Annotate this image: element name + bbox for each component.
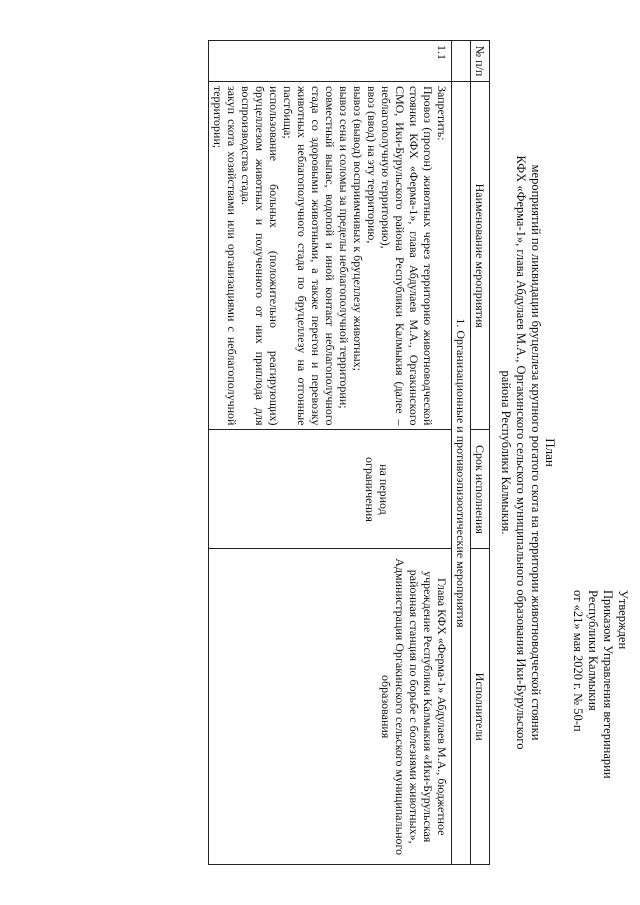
header-number: № п/п <box>471 41 490 82</box>
list-item: ввоз (ввод) на эту территорию, <box>365 85 379 244</box>
list-item: вывоз сена и соломы за пределы неблагополучной территории; <box>337 85 351 409</box>
title-line: мероприятий по ликвидации бруцеллеза крупного рогатого скота на территории животноводческой стоянки <box>529 164 543 741</box>
activity-intro: Запретить: <box>435 85 449 141</box>
list-item: закуп скота хозяйствами или организациями с неблагополучной территории; <box>211 85 239 426</box>
header-executors: Исполнители <box>471 549 490 865</box>
row-number: 1.1 <box>209 41 452 82</box>
activity-list <box>211 86 435 426</box>
approval-line: Республики Калмыкия <box>586 590 600 711</box>
header-term: Срок исполнения <box>471 430 490 549</box>
title-line: района Республики Калмыкия. <box>499 370 513 535</box>
list-item: использование больных (положительно реагирующих) бруцеллезом животных и полученного от них приплода для воспроизводства стада. <box>239 85 281 426</box>
list-item: совместный выпас, водопой и иной контакт неблагополучного стада со здоровыми животными, а также перегон и перевозку животных неблагополучного стада по бруцеллезу на отгонные пастбища; <box>281 85 337 426</box>
approval-line: Приказом Управления ветеринарии <box>601 590 615 779</box>
approval-block <box>570 590 630 890</box>
approval-line: Утвержден <box>616 590 630 650</box>
title-line: КФХ «Ферма-1», глава Абдулаев М.А., Оргакинского сельского муниципального образования Ики-Бурульского <box>514 155 528 750</box>
row-activity <box>209 81 452 430</box>
section-spacer <box>452 41 471 82</box>
row-executors: Глава КФХ «Ферма-1» Абдулаев М.А., бюджетное учреждение Республики Калмыкия «Ики-Бурульская районная станция по борьбе с болезнями животных», Администрация Оргакинского сельского муниципального образования <box>209 549 452 865</box>
plan-table <box>208 40 490 865</box>
row-term: на период ограничения <box>209 430 452 549</box>
plan-title <box>498 40 558 865</box>
approval-line: от «21» мая 2020 г. № 50-п <box>571 590 585 732</box>
section-title: 1. Организационные и противоэпизоотические мероприятия <box>452 81 471 864</box>
list-item: вывоз (вывод) восприимчивых к бруцеллезу животных; <box>351 85 365 371</box>
list-item: Провоз (прогон) животных через территорию животноводческой стоянки КФХ «Ферма-1», глава Абдулаев М.А., Оргакинского СМО, Ики-Бурульского района Республики Калмыкия (далее – неблагополучную территорию), <box>379 85 435 426</box>
table-row <box>209 41 452 865</box>
title-heading: План <box>543 438 558 467</box>
section-row <box>452 41 471 865</box>
header-activity: Наименование мероприятия <box>471 81 490 430</box>
table-header-row <box>471 41 490 865</box>
